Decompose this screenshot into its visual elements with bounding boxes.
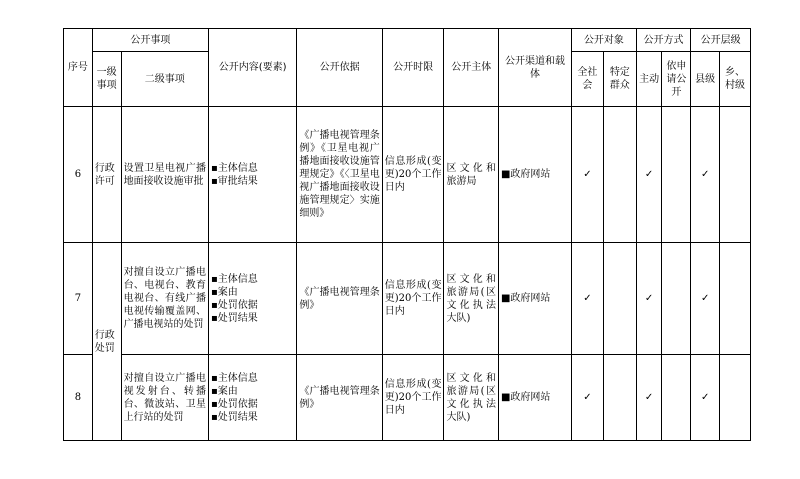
header-level-township: 乡、村级: [720, 52, 751, 107]
header-target-all: 全社会: [571, 52, 603, 107]
row-subject: 区文化和旅游局(区文化执法大队): [444, 243, 499, 355]
header-items: 公开事项: [92, 29, 208, 52]
header-target: 公开对象: [571, 29, 636, 52]
header-level-county: 县级: [691, 52, 720, 107]
check-method-active: ✓: [636, 355, 662, 441]
content-item: ▪处罚结果: [210, 312, 258, 324]
header-target-specific: 特定群众: [603, 52, 636, 107]
header-level: 公开层级: [691, 29, 751, 52]
row-level1: 行政许可: [92, 107, 121, 243]
check-target-specific: [603, 355, 636, 441]
row-channel: ■政府网站: [498, 107, 571, 243]
disclosure-table-page: [63, 28, 751, 441]
check-level-township: [720, 355, 751, 441]
row-level2: 设置卫星电视广播地面接收设施审批: [121, 107, 208, 243]
header-method: 公开方式: [636, 29, 690, 52]
row-basis: 《广播电视管理条例》《卫星电视广播地面接收设施管理规定》《〈卫星电视广播地面接收设施管理规定〉实施细则》: [297, 107, 382, 243]
row-level2: 对擅自设立广播电台、电视台、教育电视台、有线广播电视传输覆盖网、广播电视站的处罚: [121, 243, 208, 355]
content-item: ▪处罚依据: [210, 299, 258, 311]
content-item: ▪处罚结果: [210, 411, 258, 423]
content-item: ▪主体信息: [210, 273, 258, 285]
check-level-county: ✓: [691, 243, 720, 355]
check-target-all: ✓: [571, 107, 603, 243]
table-row: [64, 243, 751, 355]
row-subject: 区文化和旅游局: [444, 107, 499, 243]
header-level1: 一级事项: [92, 52, 121, 107]
check-method-request: [662, 107, 691, 243]
row-basis: 《广播电视管理条例》: [297, 355, 382, 441]
row-seq: 8: [64, 355, 93, 441]
row-seq: 6: [64, 107, 93, 243]
content-item: ▪审批结果: [210, 175, 258, 187]
check-level-county: ✓: [691, 355, 720, 441]
check-level-county: ✓: [691, 107, 720, 243]
check-level-township: [720, 107, 751, 243]
header-basis: 公开依据: [297, 29, 382, 107]
content-item: ▪案由: [210, 385, 238, 397]
check-method-request: [662, 355, 691, 441]
check-method-active: ✓: [636, 243, 662, 355]
row-basis: 《广播电视管理条例》: [297, 243, 382, 355]
row-seq: 7: [64, 243, 93, 355]
row-content: [208, 107, 296, 243]
content-item: ▪案由: [210, 286, 238, 298]
header-method-active: 主动: [636, 52, 662, 107]
check-target-all: ✓: [571, 243, 603, 355]
disclosure-table: [63, 28, 751, 441]
header-content: 公开内容(要素): [208, 29, 296, 107]
content-item: ▪处罚依据: [210, 398, 258, 410]
content-item: ▪主体信息: [210, 372, 258, 384]
row-level2: 对擅自设立广播电视发射台、转播台、微波站、卫星上行站的处罚: [121, 355, 208, 441]
row-time: 信息形成(变更)20个工作日内: [382, 107, 444, 243]
check-method-active: ✓: [636, 107, 662, 243]
table-row: [64, 107, 751, 243]
header-seq: 序号: [64, 29, 93, 107]
row-content: [208, 355, 296, 441]
header-channel: 公开渠道和载体: [498, 29, 571, 107]
row-channel: ■政府网站: [498, 355, 571, 441]
row-time: 信息形成(变更)20个工作日内: [382, 355, 444, 441]
row-level1: 行政处罚: [92, 243, 121, 441]
row-time: 信息形成(变更)20个工作日内: [382, 243, 444, 355]
header-level2: 二级事项: [121, 52, 208, 107]
header-method-request: 依申请公开: [662, 52, 691, 107]
check-method-request: [662, 243, 691, 355]
check-level-township: [720, 243, 751, 355]
row-subject: 区文化和旅游局(区文化执法大队): [444, 355, 499, 441]
header-subject: 公开主体: [444, 29, 499, 107]
check-target-specific: [603, 243, 636, 355]
row-content: [208, 243, 296, 355]
table-row: [64, 355, 751, 441]
row-channel: ■政府网站: [498, 243, 571, 355]
header-time: 公开时限: [382, 29, 444, 107]
check-target-specific: [603, 107, 636, 243]
check-target-all: ✓: [571, 355, 603, 441]
content-item: ▪主体信息: [210, 162, 258, 174]
